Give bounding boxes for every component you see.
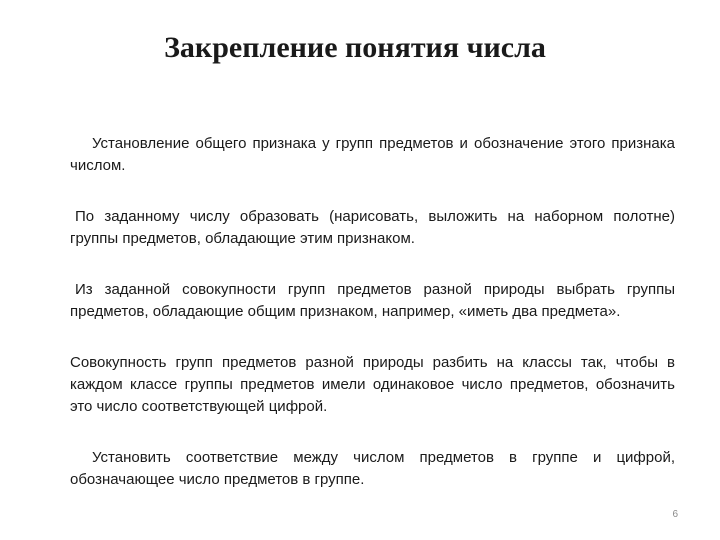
page-number: 6 — [672, 509, 678, 520]
paragraph-1: Установление общего признака у групп предметов и обозначение этого признака числом. — [70, 135, 675, 174]
paragraph-4: Совокупность групп предметов разной природы разбить на классы так, чтобы в каждом классе группы предметов имели одинаковое число предметов, обозначить это число соответствующей цифрой. — [70, 354, 675, 415]
paragraph-2: По заданному числу образовать (нарисовать, выложить на наборном полотне) группы предметов, обладающие этим признаком. — [70, 208, 675, 247]
paragraph-5: Установить соответствие между числом предметов в группе и цифрой, обозначающее число предметов в группе. — [70, 449, 675, 488]
slide-title: Закрепление понятия числа — [164, 31, 546, 64]
slide-body — [70, 133, 675, 491]
paragraph-3: Из заданной совокупности групп предметов разной природы выбрать группы предметов, обладающие общим признаком, например, «иметь два предмета». — [70, 281, 675, 320]
